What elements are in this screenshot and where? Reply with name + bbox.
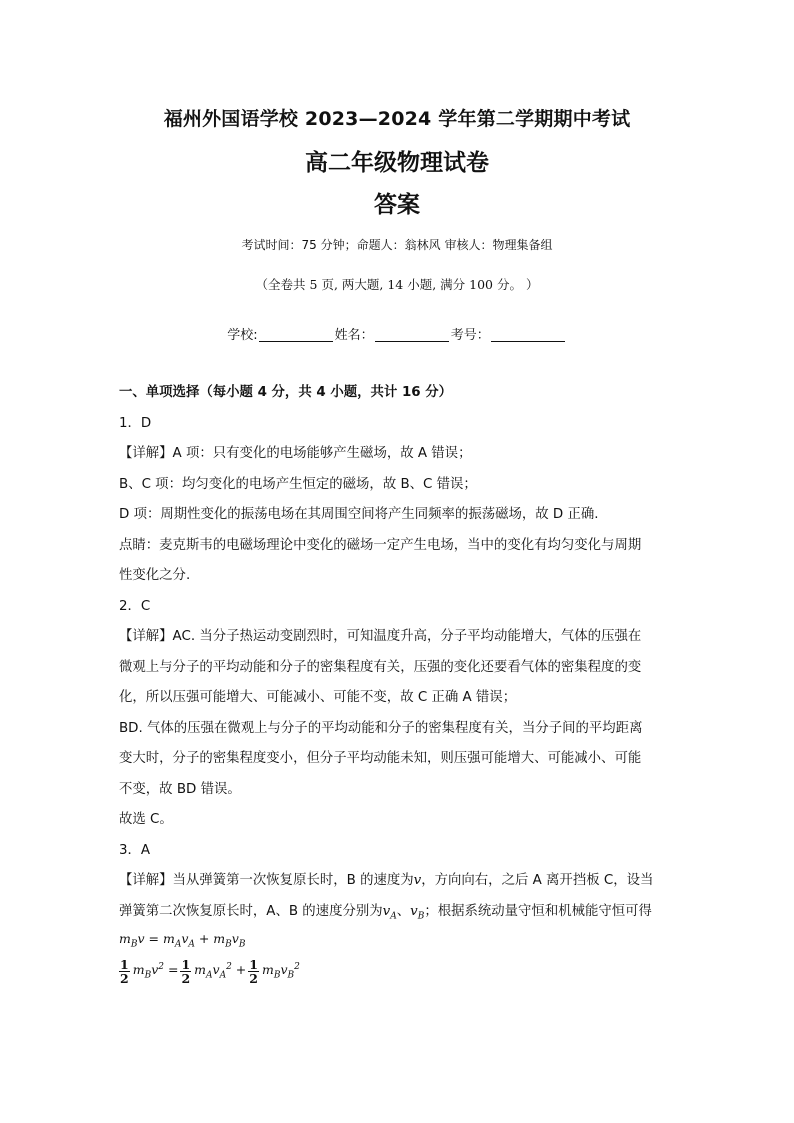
q1-line: 【详解】A 项：只有变化的电场能够产生磁场，故 A 错误； [119,446,472,461]
q3-text: 弹簧第二次恢复原长时，A、B 的速度分别为 [119,903,383,919]
student-info-fields [0,324,794,343]
school-blank[interactable] [259,327,333,342]
velocity-symbol: v [413,873,422,888]
q2-answer: 2．C [119,598,151,614]
exam-title: 福州外国语学校 2023—2024 学年第二学期期中考试 [163,108,631,130]
q2-line: BD. 气体的压强在微观上与分子的平均动能和分子的密集程度有关，当分子间的平均距离 [119,720,643,736]
answer-content [119,378,679,991]
q1-answer: 1．D [119,415,152,431]
q3-text: ，方向向右，之后 A 离开挡板 C，设当 [421,873,654,888]
energy-equation: $\frac{1}{2}$ $m_Bv^2$ = $\frac{1}{2}$ $m_Av_A^2$ + $\frac{1}{2}$ $m_Bv_B^2$ [120,956,300,986]
q1-line: 性变化之分. [119,568,191,583]
q3-line-2 [119,897,679,928]
q2-line: 【详解】AC. 当分子热运动变剧烈时，可知温度升高，分子平均动能增大，气体的压强在 [119,629,642,644]
school-label: 学校: [227,328,258,343]
q2-line: 故选 C。 [119,812,173,827]
subscript-b: B [417,911,425,922]
velocity-a-symbol [382,903,397,922]
section-heading: 一、单项选择（每小题 4 分，共 4 小题，共计 16 分） [119,385,453,400]
q1-line: D 项：周期性变化的振荡电场在其周围空间将产生同频率的振荡磁场，故 D 正确. [119,507,599,522]
fraction-denominator: 2 [120,970,129,986]
v-symbol: v [410,903,418,919]
name-blank[interactable] [375,327,449,342]
fraction-numerator: 1 [249,956,258,972]
subscript-a: A [390,911,397,922]
exam-scope: （全卷共 5 页, 两大题, 14 小题, 满分 100 分。 ） [255,277,539,292]
exam-meta: 考试时间：75 分钟；命题人：翁林风 审核人：物理集备组 [241,238,553,252]
number-label: 考号： [450,328,490,343]
number-blank[interactable] [491,327,565,342]
q2-line: 微观上与分子的平均动能和分子的密集程度有关，压强的变化还要看气体的密集程度的变 [119,659,642,675]
v-symbol: v [382,903,391,919]
q1-line: 点睛：麦克斯韦的电磁场理论中变化的磁场一定产生电场，当中的变化有均匀变化与周期 [119,537,642,553]
velocity-b-symbol [410,903,425,922]
q3-separator: 、 [396,903,411,919]
fraction-numerator: 1 [120,956,129,972]
fraction-numerator: 1 [181,956,191,972]
fraction-half [119,958,130,985]
q3-answer: 3．A [119,842,151,858]
fraction-half [248,958,259,985]
q1-line: B、C 项：均匀变化的电场产生恒定的磁场，故 B、C 错误； [119,476,477,492]
q2-line: 化，所以压强可能增大、可能减小、可能不变，故 C 正确 A 错误； [119,690,517,705]
fraction-denominator: 2 [181,970,191,986]
subject-title: 高二年级物理试卷 [305,150,489,176]
q2-line: 不变，故 BD 错误。 [119,781,241,797]
answer-title: 答案 [374,192,420,218]
q2-line: 变大时，分子的密集程度变小，但分子平均动能未知，则压强可能增大、可能减小、可能 [119,751,642,766]
fraction-half [180,958,191,985]
q3-text: ；根据系统动量守恒和机械能守恒可得 [424,903,652,919]
fraction-denominator: 2 [249,970,258,986]
name-label: 姓名： [334,328,374,343]
momentum-equation: $m_Bv = m_Av_A + m_Bv_B$ [119,931,246,950]
q3-line-1 [119,866,679,897]
q3-text: 【详解】当从弹簧第一次恢复原长时，B 的速度为 [119,873,414,888]
